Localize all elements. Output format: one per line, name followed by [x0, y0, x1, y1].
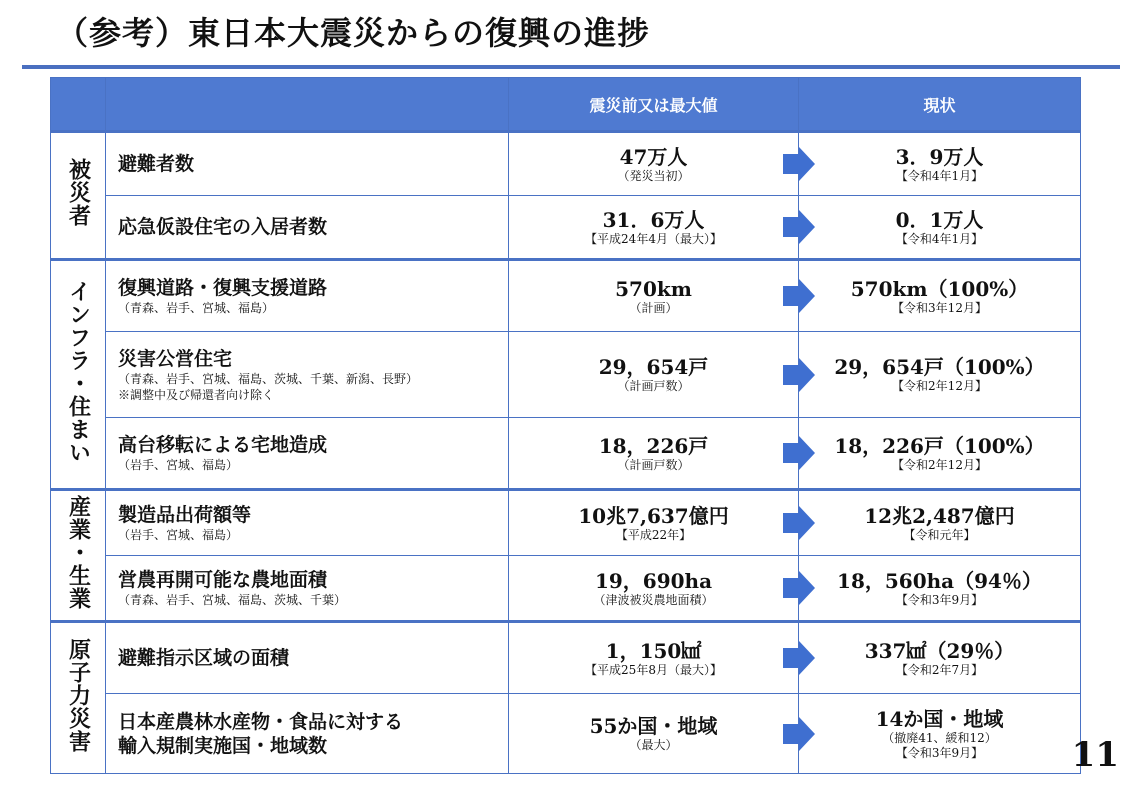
row-sub-note: ※調整中及び帰還者向け除く [118, 387, 275, 402]
before-note: 【平成25年8月（最大）】 [585, 662, 722, 677]
before-note: （津波被災農地面積） [593, 592, 714, 607]
table-row [51, 332, 1081, 418]
category-nuclear: 原子力災害 [51, 622, 106, 774]
header-before: 震災前又は最大値 [509, 78, 799, 132]
row-sub: （岩手、宮城、福島） [118, 458, 239, 472]
now-note: 【令和2年7月】 [895, 662, 984, 677]
arrow-right-icon [783, 279, 815, 313]
category-victims: 被災者 [51, 132, 106, 260]
now-value: 0．1万人 [895, 207, 984, 232]
before-value: 570km [615, 276, 692, 301]
now-value: 18，560ha（94％） [837, 568, 1042, 593]
table-row [51, 490, 1081, 556]
category-infra: インフラ・住まい [51, 260, 106, 490]
before-value: 10兆7,637億円 [578, 503, 729, 528]
now-note: （撤廃41、緩和12） [882, 730, 997, 745]
header-category-cell [51, 78, 106, 132]
header-row [51, 78, 1081, 132]
table-row [51, 132, 1081, 196]
now-value: 29，654戸（100%） [834, 355, 1045, 379]
before-note: 【平成24年4月（最大）】 [585, 231, 722, 246]
now-value: 14か国・地域 [875, 706, 1004, 731]
title-underline [22, 65, 1120, 69]
before-value: 19，690ha [594, 568, 713, 593]
before-value: 1，150㎢ [605, 638, 702, 663]
header-item-cell [106, 78, 509, 132]
arrow-right-icon [783, 147, 815, 181]
header-now: 現状 [799, 78, 1081, 132]
row-name: 高台移転による宅地造成 [118, 434, 328, 456]
before-value: 29，654戸 [598, 355, 709, 379]
now-note: 【令和2年12月】 [892, 457, 987, 472]
before-note: （発災当初） [617, 168, 690, 183]
row-name: 避難者数 [118, 153, 195, 175]
before-value: 47万人 [619, 144, 688, 169]
arrow-right-icon [783, 641, 815, 675]
progress-table [50, 77, 1081, 774]
row-name-line2: 輸入規制実施国・地域数 [118, 734, 328, 757]
row-sub: （岩手、宮城、福島） [118, 528, 239, 542]
before-value: 31．6万人 [602, 207, 705, 232]
category-industry: 産業・生業 [51, 490, 106, 622]
now-note: 【令和2年12月】 [892, 379, 987, 393]
row-sub: （青森、岩手、宮城、福島） [118, 301, 275, 315]
before-value: 55か国・地域 [589, 714, 718, 738]
table-row [51, 694, 1081, 774]
now-note: 【令和3年9月】 [895, 592, 984, 607]
now-note: 【令和3年12月】 [892, 300, 987, 315]
arrow-right-icon [783, 506, 815, 540]
row-name: 災害公営住宅 [118, 347, 233, 370]
row-sub: （青森、岩手、宮城、福島、茨城、千葉） [118, 593, 347, 607]
row-sub: （青森、岩手、宮城、福島、茨城、千葉、新潟、長野） [118, 371, 419, 386]
now-value: 12兆2,487億円 [864, 503, 1015, 528]
now-note: 【令和元年】 [903, 527, 976, 542]
now-note-date: 【令和3年9月】 [895, 745, 984, 760]
before-note: （最大） [629, 738, 678, 752]
now-note: 【令和4年1月】 [895, 168, 984, 183]
row-name: 避難指示区域の面積 [118, 647, 290, 669]
before-note: 【平成22年】 [615, 527, 692, 542]
now-value: 3．9万人 [895, 144, 984, 169]
before-value: 18，226戸 [598, 433, 709, 458]
now-value: 570km（100%） [850, 276, 1029, 301]
table-row [51, 196, 1081, 260]
row-name: 製造品出荷額等 [118, 504, 252, 526]
page-title: （参考）東日本大震災からの復興の進捗 [56, 14, 651, 52]
table-row [51, 260, 1081, 332]
row-name: 復興道路・復興支援道路 [118, 277, 328, 299]
row-name: 営農再開可能な農地面積 [118, 569, 328, 591]
arrow-right-icon [783, 358, 815, 392]
before-note: （計画戸数） [617, 457, 690, 472]
arrow-right-icon [783, 210, 815, 244]
before-note: （計画） [629, 300, 678, 315]
table-row [51, 418, 1081, 490]
arrow-right-icon [783, 571, 815, 605]
row-name: 応急仮設住宅の入居者数 [118, 216, 328, 238]
before-note: （計画戸数） [617, 379, 690, 393]
table-row [51, 622, 1081, 694]
row-name: 日本産農林水産物・食品に対する [118, 710, 404, 733]
now-value: 18，226戸（100%） [834, 433, 1045, 458]
now-value: 337㎢（29％） [864, 638, 1015, 663]
table-row [51, 556, 1081, 622]
arrow-right-icon [783, 717, 815, 751]
page-number: 11 [1071, 735, 1119, 775]
arrow-right-icon [783, 436, 815, 470]
now-note: 【令和4年1月】 [895, 231, 984, 246]
